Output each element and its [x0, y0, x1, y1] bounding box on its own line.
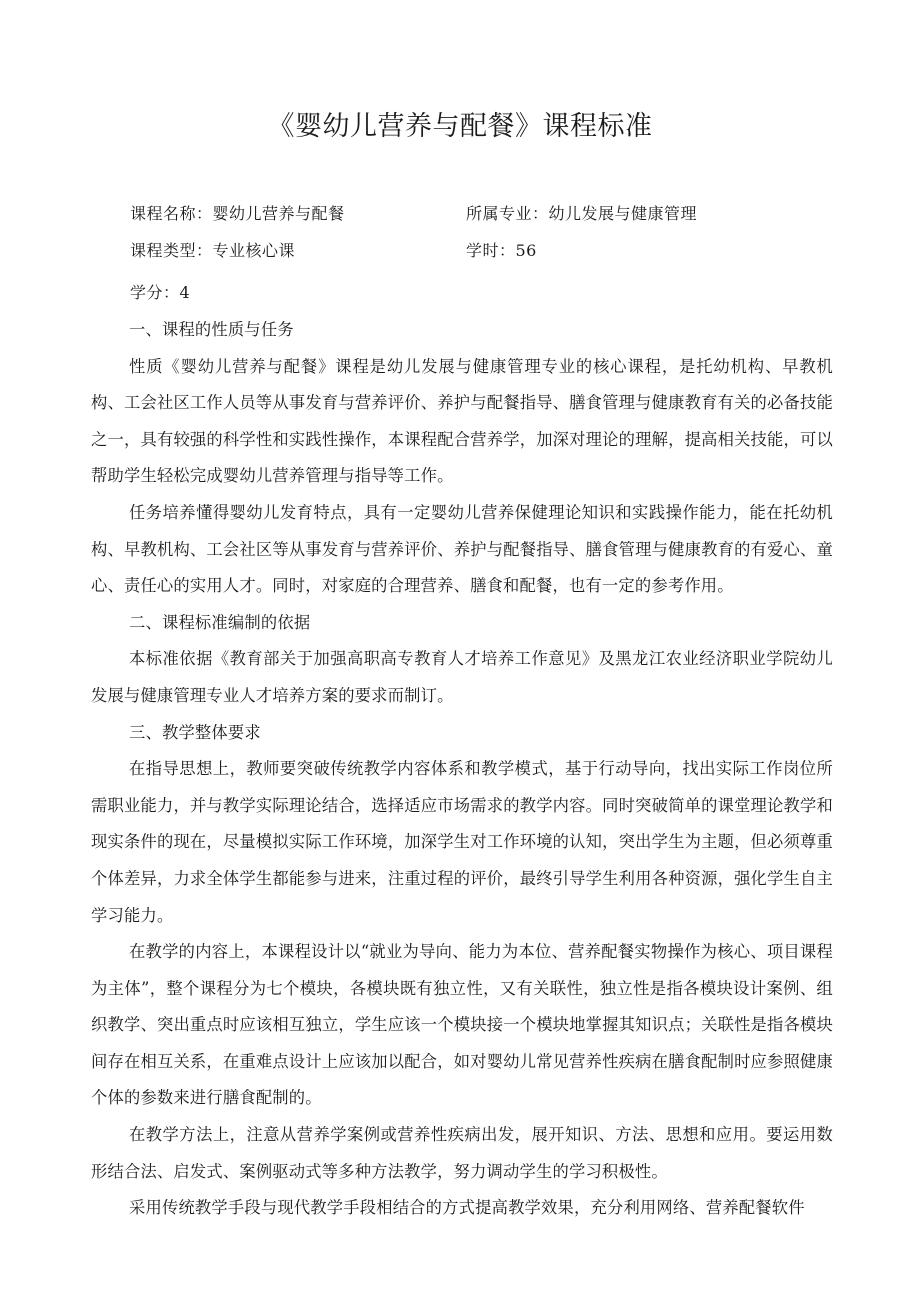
document-body — [91, 312, 833, 1227]
section-heading: 一、课程的性质与任务 — [129, 320, 294, 339]
paragraph: 在教学的内容上，本课程设计以“就业为导向、能力为本位、营养配餐实物操作为核心、项目课程为主体”，整个课程分为七个模块，各模块既有独立性，又有关联性，独立性是指各模块设计案例、组织教学、突出重点时应该相互独立，学生应该一个模块接一个模块地掌握其知识点；关联性是指各模块间存在相互关系，在重难点设计上应该加以配合，如对婴幼儿常见营养性疾病在膳食配制时应参照健康个体的参数来进行膳食配制的。 — [91, 942, 833, 1108]
paragraph: 本标准依据《教育部关于加强高职高专教育人才培养工作意见》及黑龙江农业经济职业学院幼儿发展与健康管理专业人才培养方案的要求而制订。 — [91, 649, 833, 705]
course-type: 课程类型：专业核心课 — [130, 241, 296, 260]
course-hours: 学时：56 — [466, 241, 537, 260]
course-major: 所属专业：幼儿发展与健康管理 — [466, 204, 698, 223]
paragraph: 性质《婴幼儿营养与配餐》课程是幼儿发展与健康管理专业的核心课程，是托幼机构、早教机构、工会社区工作人员等从事发育与营养评价、养护与配餐指导、膳食管理与健康教育有关的必备技能之一，具有较强的科学性和实践性操作，本课程配合营养学，加深对理论的理解，提高相关技能，可以帮助学生轻松完成婴幼儿营养管理与指导等工作。 — [91, 356, 833, 486]
course-name: 课程名称：婴幼儿营养与配餐 — [130, 204, 345, 223]
section-heading: 二、课程标准编制的依据 — [129, 612, 311, 632]
page-title: 《婴幼儿营养与配餐》课程标准 — [267, 111, 653, 142]
course-credit: 学分：4 — [130, 283, 191, 302]
paragraph: 采用传统教学手段与现代教学手段相结合的方式提高教学效果，充分利用网络、营养配餐软件 — [129, 1198, 805, 1218]
paragraph: 在指导思想上，教师要突破传统教学内容体系和教学模式，基于行动导向，找出实际工作岗位所需职业能力，并与教学实际理论结合，选择适应市场需求的教学内容。同时突破简单的课堂理论教学和现实条件的现在，尽量模拟实际工作环境，加深学生对工作环境的认知，突出学生为主题，但必须尊重个体差异，力求全体学生都能参与进来，注重过程的评价，最终引导学生利用各种资源，强化学生自主学习能力。 — [91, 759, 833, 925]
paragraph: 在教学方法上，注意从营养学案例或营养性疾病出发，展开知识、方法、思想和应用。要运用数形结合法、启发式、案例驱动式等多种方法教学，努力调动学生的学习积极性。 — [91, 1125, 833, 1181]
paragraph: 任务培养懂得婴幼儿发育特点，具有一定婴幼儿营养保健理论知识和实践操作能力，能在托幼机构、早教机构、工会社区等从事发育与营养评价、养护与配餐指导、膳食管理与健康教育的有爱心、童心、责任心的实用人才。同时，对家庭的合理营养、膳食和配餐，也有一定的参考作用。 — [91, 502, 833, 596]
section-heading: 三、教学整体要求 — [129, 722, 261, 742]
